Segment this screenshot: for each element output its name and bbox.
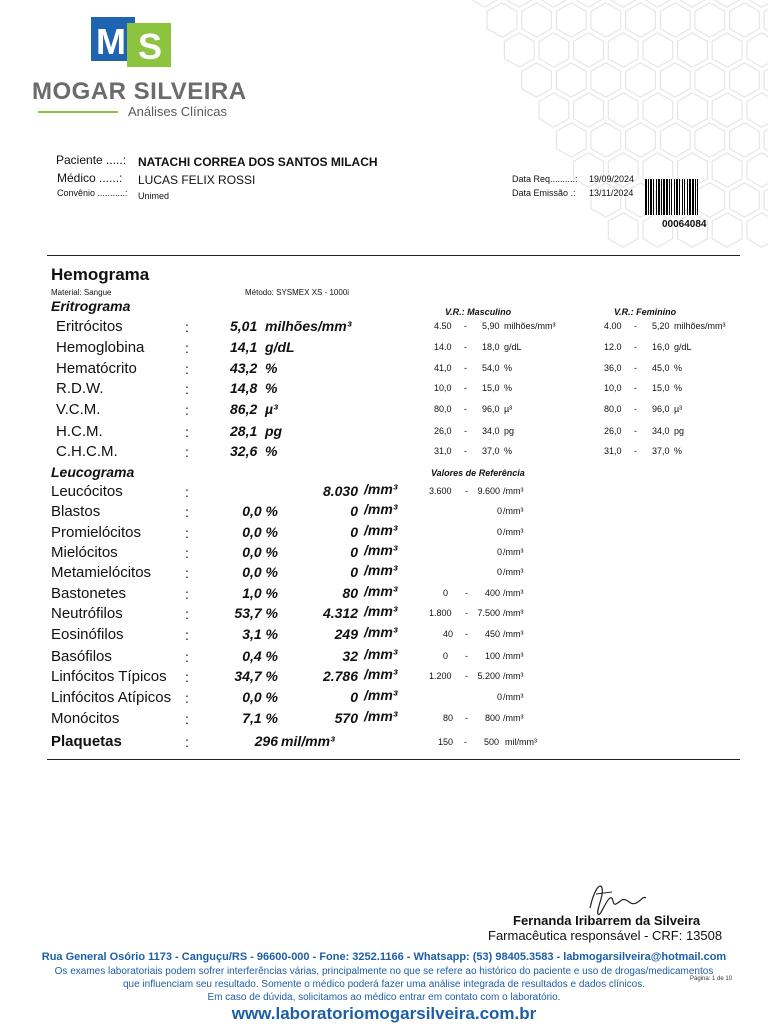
eritro-row-colon: : — [185, 340, 189, 356]
eritro-ref-m-sep: - — [464, 321, 467, 331]
leuco-ref-sep: - — [465, 629, 468, 639]
eritro-ref-m-min: 31,0 — [434, 446, 452, 456]
eritro-row-colon: : — [185, 381, 189, 397]
eritro-row-unit: µ³ — [265, 401, 278, 417]
eritro-ref-m-sep: - — [464, 426, 467, 436]
footer-disclaimer-3: Em caso de dúvida, solicitamos ao médico entrar em contato com o laboratório. — [207, 992, 561, 1003]
leuco-row-unit: /mm³ — [364, 666, 398, 682]
leuco-row-colon: : — [185, 504, 189, 520]
leuco-ref-unit: /mm³ — [503, 651, 524, 661]
leuco-row-unit: /mm³ — [364, 481, 398, 497]
eritrograma-title: Eritrograma — [51, 298, 131, 314]
eritro-ref-m-max: 96,0 — [482, 404, 500, 414]
plaquetas-colon: : — [185, 734, 189, 750]
eritro-row-colon: : — [185, 361, 189, 377]
eritro-ref-f-min: 36,0 — [604, 363, 622, 373]
eritro-ref-f-max: 45,0 — [652, 363, 670, 373]
leuco-ref-unit: /mm³ — [503, 506, 524, 516]
footer-disclaimer-2: que influenciam seu resultado. Somente o médico poderá fazer uma análise integrada de resultados e dados clínicos. — [123, 979, 645, 990]
leucograma-title: Leucograma — [51, 464, 135, 480]
eritro-row-unit: milhões/mm³ — [265, 318, 352, 334]
svg-text:S: S — [138, 26, 163, 67]
plaquetas-value: 296 — [254, 733, 278, 749]
leuco-row-colon: : — [185, 484, 189, 500]
medico-label: Médico ......: — [57, 171, 123, 185]
leuco-row-unit: /mm³ — [364, 687, 398, 703]
leuco-row-unit: /mm³ — [364, 562, 398, 578]
leuco-row-unit: /mm³ — [364, 583, 398, 599]
paciente-label: Paciente .....: — [56, 153, 127, 167]
bottom-divider — [47, 759, 740, 760]
leuco-row-label: Blastos — [51, 503, 101, 520]
leuco-row-pct: 3,1 % — [242, 626, 278, 642]
leuco-row-pct: 34,7 % — [234, 668, 278, 684]
leuco-row-abs: 0 — [350, 544, 358, 560]
leuco-row-pct: 7,1 % — [242, 710, 278, 726]
vr-masculino-header: V.R.: Masculino — [445, 307, 512, 317]
eritro-ref-f-sep: - — [634, 404, 637, 414]
leuco-row-unit: /mm³ — [364, 603, 398, 619]
svg-text:M: M — [96, 21, 126, 62]
leuco-ref-max: 9.600 — [477, 486, 500, 496]
eritro-ref-m-unit: milhões/mm³ — [504, 321, 556, 331]
eritro-row-label: H.C.M. — [56, 423, 103, 440]
leuco-row-colon: : — [185, 711, 189, 727]
leuco-row-abs: 570 — [334, 710, 358, 726]
footer-address: Rua General Osório 1173 - Canguçu/RS - 96600-000 - Fone: 3252.1166 - Whatsapp: (53) 98405.3583 - labmogarsilveira@hotmail.com — [41, 951, 727, 963]
leuco-row-colon: : — [185, 627, 189, 643]
eritro-ref-f-unit: µ³ — [674, 404, 683, 414]
eritro-row-colon: : — [185, 424, 189, 440]
leuco-ref-unit: /mm³ — [503, 567, 524, 577]
leuco-row-unit: /mm³ — [364, 646, 398, 662]
leuco-ref-max: 800 — [484, 713, 500, 723]
eritro-row-value: 28,1 — [230, 423, 258, 439]
eritro-ref-f-unit: pg — [674, 426, 685, 436]
leuco-row-label: Promielócitos — [51, 524, 142, 541]
barcode-number: 00064084 — [662, 219, 707, 230]
plaquetas-ref-min: 150 — [438, 737, 454, 747]
eritro-ref-f-min: 31,0 — [604, 446, 622, 456]
plaquetas-ref-sep: - — [464, 737, 467, 747]
eritro-ref-m-unit: % — [504, 363, 513, 373]
leuco-ref-max: 5.200 — [477, 671, 500, 681]
exam-metodo: Método: SYSMEX XS - 1000i — [245, 288, 350, 297]
eritro-ref-f-max: 5,20 — [652, 321, 670, 331]
leuco-row-colon: : — [185, 525, 189, 541]
eritro-ref-m-unit: pg — [504, 426, 515, 436]
convenio-value: Unimed — [138, 191, 170, 201]
eritro-row-unit: % — [265, 360, 278, 376]
eritro-ref-m-sep: - — [464, 363, 467, 373]
eritro-ref-m-min: 10,0 — [434, 383, 452, 393]
leuco-ref-sep: - — [465, 713, 468, 723]
leuco-row-abs: 249 — [334, 626, 358, 642]
eritro-row-colon: : — [185, 402, 189, 418]
leuco-ref-sep: - — [465, 651, 468, 661]
leuco-row-colon: : — [185, 649, 189, 665]
eritro-row-label: V.C.M. — [56, 401, 101, 418]
leuco-ref-min: 0 — [443, 588, 449, 598]
leuco-row-label: Mielócitos — [51, 544, 118, 561]
eritro-ref-m-max: 5,90 — [482, 321, 500, 331]
leuco-ref-unit: /mm³ — [503, 629, 524, 639]
eritro-row-label: Hemoglobina — [56, 339, 145, 356]
eritro-ref-f-sep: - — [634, 342, 637, 352]
leuco-ref-sep: - — [465, 588, 468, 598]
eritro-ref-f-sep: - — [634, 363, 637, 373]
eritro-row-value: 5,01 — [230, 318, 258, 334]
data-req-label: Data Req..........: — [512, 174, 578, 184]
leuco-ref-max: 0 — [496, 692, 502, 702]
leuco-row-label: Basófilos — [51, 648, 112, 665]
eritro-row-unit: pg — [265, 423, 283, 439]
leuco-ref-max: 0 — [496, 527, 502, 537]
eritro-row-unit: % — [265, 380, 278, 396]
eritro-ref-f-sep: - — [634, 426, 637, 436]
leuco-ref-min: 0 — [443, 651, 449, 661]
eritro-ref-m-sep: - — [464, 383, 467, 393]
leuco-row-abs: 2.786 — [322, 668, 358, 684]
leuco-ref-min: 80 — [443, 713, 454, 723]
leuco-row-colon: : — [185, 586, 189, 602]
eritro-ref-m-max: 37,0 — [482, 446, 500, 456]
leuco-row-unit: /mm³ — [364, 708, 398, 724]
eritro-ref-m-sep: - — [464, 446, 467, 456]
eritro-ref-f-max: 34,0 — [652, 426, 670, 436]
eritro-row-label: R.D.W. — [56, 380, 104, 397]
leuco-row-label: Leucócitos — [51, 483, 123, 500]
leuco-row-colon: : — [185, 545, 189, 561]
eritro-ref-m-max: 54,0 — [482, 363, 500, 373]
signature-role: Farmacêutica responsável - CRF: 13508 — [488, 928, 723, 943]
eritro-ref-f-unit: milhões/mm³ — [674, 321, 726, 331]
top-divider — [47, 255, 740, 256]
eritro-ref-f-max: 37,0 — [652, 446, 670, 456]
eritro-ref-m-max: 18,0 — [482, 342, 500, 352]
eritro-ref-m-sep: - — [464, 404, 467, 414]
leuco-row-colon: : — [185, 606, 189, 622]
leuco-row-unit: /mm³ — [364, 624, 398, 640]
eritro-ref-m-min: 41,0 — [434, 363, 452, 373]
leuco-ref-sep: - — [465, 608, 468, 618]
leuco-ref-max: 7.500 — [477, 608, 500, 618]
leuco-ref-min: 1.200 — [429, 671, 452, 681]
eritro-row-unit: g/dL — [265, 339, 295, 355]
leuco-ref-max: 400 — [484, 588, 500, 598]
leuco-row-abs: 0 — [350, 564, 358, 580]
page-number: Página: 1 de 10 — [690, 976, 733, 982]
leuco-row-abs: 80 — [342, 585, 358, 601]
eritro-ref-f-sep: - — [634, 446, 637, 456]
leuco-ref-min: 40 — [443, 629, 454, 639]
eritro-ref-f-unit: g/dL — [674, 342, 692, 352]
eritro-ref-f-unit: % — [674, 383, 683, 393]
leuco-row-pct: 1,0 % — [242, 585, 278, 601]
leuco-row-colon: : — [185, 565, 189, 581]
leuco-row-pct: 0,0 % — [242, 564, 278, 580]
eritro-row-value: 32,6 — [230, 443, 258, 459]
leuco-row-abs: 0 — [350, 503, 358, 519]
medico-name: LUCAS FELIX ROSSI — [138, 173, 256, 187]
plaquetas-unit: mil/mm³ — [281, 733, 335, 749]
exam-material: Material: Sangue — [51, 288, 112, 297]
eritro-ref-f-unit: % — [674, 363, 683, 373]
eritro-ref-f-min: 4.00 — [604, 321, 622, 331]
eritro-ref-f-max: 96,0 — [652, 404, 670, 414]
leuco-row-unit: /mm³ — [364, 522, 398, 538]
leuco-row-abs: 0 — [350, 689, 358, 705]
eritro-row-label: Hematócrito — [56, 360, 137, 377]
eritro-ref-m-min: 4.50 — [434, 321, 452, 331]
eritro-ref-m-sep: - — [464, 342, 467, 352]
leuco-row-pct: 0,0 % — [242, 689, 278, 705]
eritro-ref-m-unit: % — [504, 383, 513, 393]
leuco-ref-min: 1.800 — [429, 608, 452, 618]
eritro-row-value: 14,1 — [230, 339, 258, 355]
leuco-row-label: Metamielócitos — [51, 564, 152, 581]
leuco-ref-sep: - — [465, 671, 468, 681]
leuco-ref-unit: /mm³ — [503, 608, 524, 618]
eritro-row-value: 14,8 — [230, 380, 258, 396]
eritro-ref-m-unit: g/dL — [504, 342, 522, 352]
eritro-row-unit: % — [265, 443, 278, 459]
leuco-row-colon: : — [185, 669, 189, 685]
eritro-ref-f-unit: % — [674, 446, 683, 456]
plaquetas-label: Plaquetas — [51, 733, 122, 750]
leuco-ref-max: 0 — [496, 506, 502, 516]
leuco-row-abs: 0 — [350, 524, 358, 540]
eritro-ref-f-max: 15,0 — [652, 383, 670, 393]
eritro-ref-m-max: 15,0 — [482, 383, 500, 393]
leuco-row-pct: 0,0 % — [242, 503, 278, 519]
plaquetas-ref-unit: mil/mm³ — [505, 737, 537, 747]
eritro-row-value: 43,2 — [230, 360, 258, 376]
leuco-row-unit: /mm³ — [364, 501, 398, 517]
eritro-ref-f-sep: - — [634, 383, 637, 393]
leuco-ref-unit: /mm³ — [503, 527, 524, 537]
eritro-row-colon: : — [185, 444, 189, 460]
leuco-row-colon: : — [185, 690, 189, 706]
brand-name: MOGAR SILVEIRA — [32, 78, 247, 105]
eritro-ref-f-min: 10,0 — [604, 383, 622, 393]
eritro-ref-f-min: 80,0 — [604, 404, 622, 414]
data-emissao-label: Data Emissão .: — [512, 188, 576, 198]
barcode-icon — [645, 179, 731, 215]
leuco-row-pct: 0,0 % — [242, 544, 278, 560]
plaquetas-ref-max: 500 — [484, 737, 500, 747]
brand-subtitle: Análises Clínicas — [128, 104, 227, 119]
leuco-row-abs: 4.312 — [322, 605, 358, 621]
eritro-ref-m-unit: % — [504, 446, 513, 456]
signature-name: Fernanda Iribarrem da Silveira — [513, 913, 701, 928]
eritro-ref-m-max: 34,0 — [482, 426, 500, 436]
leuco-row-pct: 53,7 % — [234, 605, 278, 621]
logo-icon — [91, 17, 171, 67]
leuco-row-label: Eosinófilos — [51, 626, 124, 643]
ref-values-header: Valores de Referência — [431, 468, 525, 478]
exam-title: Hemograma — [51, 265, 150, 284]
eritro-ref-f-sep: - — [634, 321, 637, 331]
leuco-ref-unit: /mm³ — [503, 547, 524, 557]
leuco-row-label: Neutrófilos — [51, 605, 123, 622]
eritro-ref-m-min: 80,0 — [434, 404, 452, 414]
leuco-ref-unit: /mm³ — [503, 671, 524, 681]
eritro-ref-f-max: 16,0 — [652, 342, 670, 352]
data-req-value: 19/09/2024 — [589, 174, 635, 184]
leuco-ref-unit: /mm³ — [503, 713, 524, 723]
leuco-ref-unit: /mm³ — [503, 588, 524, 598]
leuco-row-label: Linfócitos Típicos — [51, 668, 167, 685]
leuco-row-pct: 0,4 % — [242, 648, 278, 664]
paciente-name: NATACHI CORREA DOS SANTOS MILACH — [138, 155, 378, 169]
leuco-row-label: Bastonetes — [51, 585, 127, 602]
eritro-row-label: Eritrócitos — [56, 318, 123, 335]
leuco-row-abs: 32 — [342, 648, 358, 664]
leuco-row-label: Linfócitos Atípicos — [51, 689, 172, 706]
leuco-ref-unit: /mm³ — [503, 692, 524, 702]
convenio-label: Convênio ...........: — [57, 188, 128, 198]
leuco-row-label: Monócitos — [51, 710, 120, 727]
eritro-ref-m-min: 26,0 — [434, 426, 452, 436]
footer-disclaimer-1: Os exames laboratoriais podem sofrer interferências várias, principalmente no que se refere ao histórico do paciente e uso de drogas/medicamentos — [54, 966, 714, 977]
leuco-row-pct: 0,0 % — [242, 524, 278, 540]
leuco-row-abs: 8.030 — [322, 483, 358, 499]
eritro-row-label: C.H.C.M. — [56, 443, 118, 460]
eritro-row-value: 86,2 — [230, 401, 258, 417]
leuco-ref-min: 3.600 — [429, 486, 452, 496]
logo-underline — [38, 111, 118, 113]
footer-url: www.laboratoriomogarsilveira.com.br — [231, 1004, 537, 1023]
vr-feminino-header: V.R.: Feminino — [614, 307, 677, 317]
data-emissao-value: 13/11/2024 — [589, 188, 634, 198]
eritro-ref-f-min: 12.0 — [604, 342, 622, 352]
eritro-row-colon: : — [185, 319, 189, 335]
leuco-row-unit: /mm³ — [364, 542, 398, 558]
eritro-ref-m-unit: µ³ — [504, 404, 513, 414]
leuco-ref-max: 0 — [496, 567, 502, 577]
leuco-ref-max: 0 — [496, 547, 502, 557]
leuco-ref-max: 450 — [484, 629, 500, 639]
eritro-ref-f-min: 26,0 — [604, 426, 622, 436]
leuco-ref-unit: /mm³ — [503, 486, 524, 496]
eritro-ref-m-min: 14.0 — [434, 342, 452, 352]
leuco-ref-max: 100 — [484, 651, 500, 661]
leuco-ref-sep: - — [465, 486, 468, 496]
